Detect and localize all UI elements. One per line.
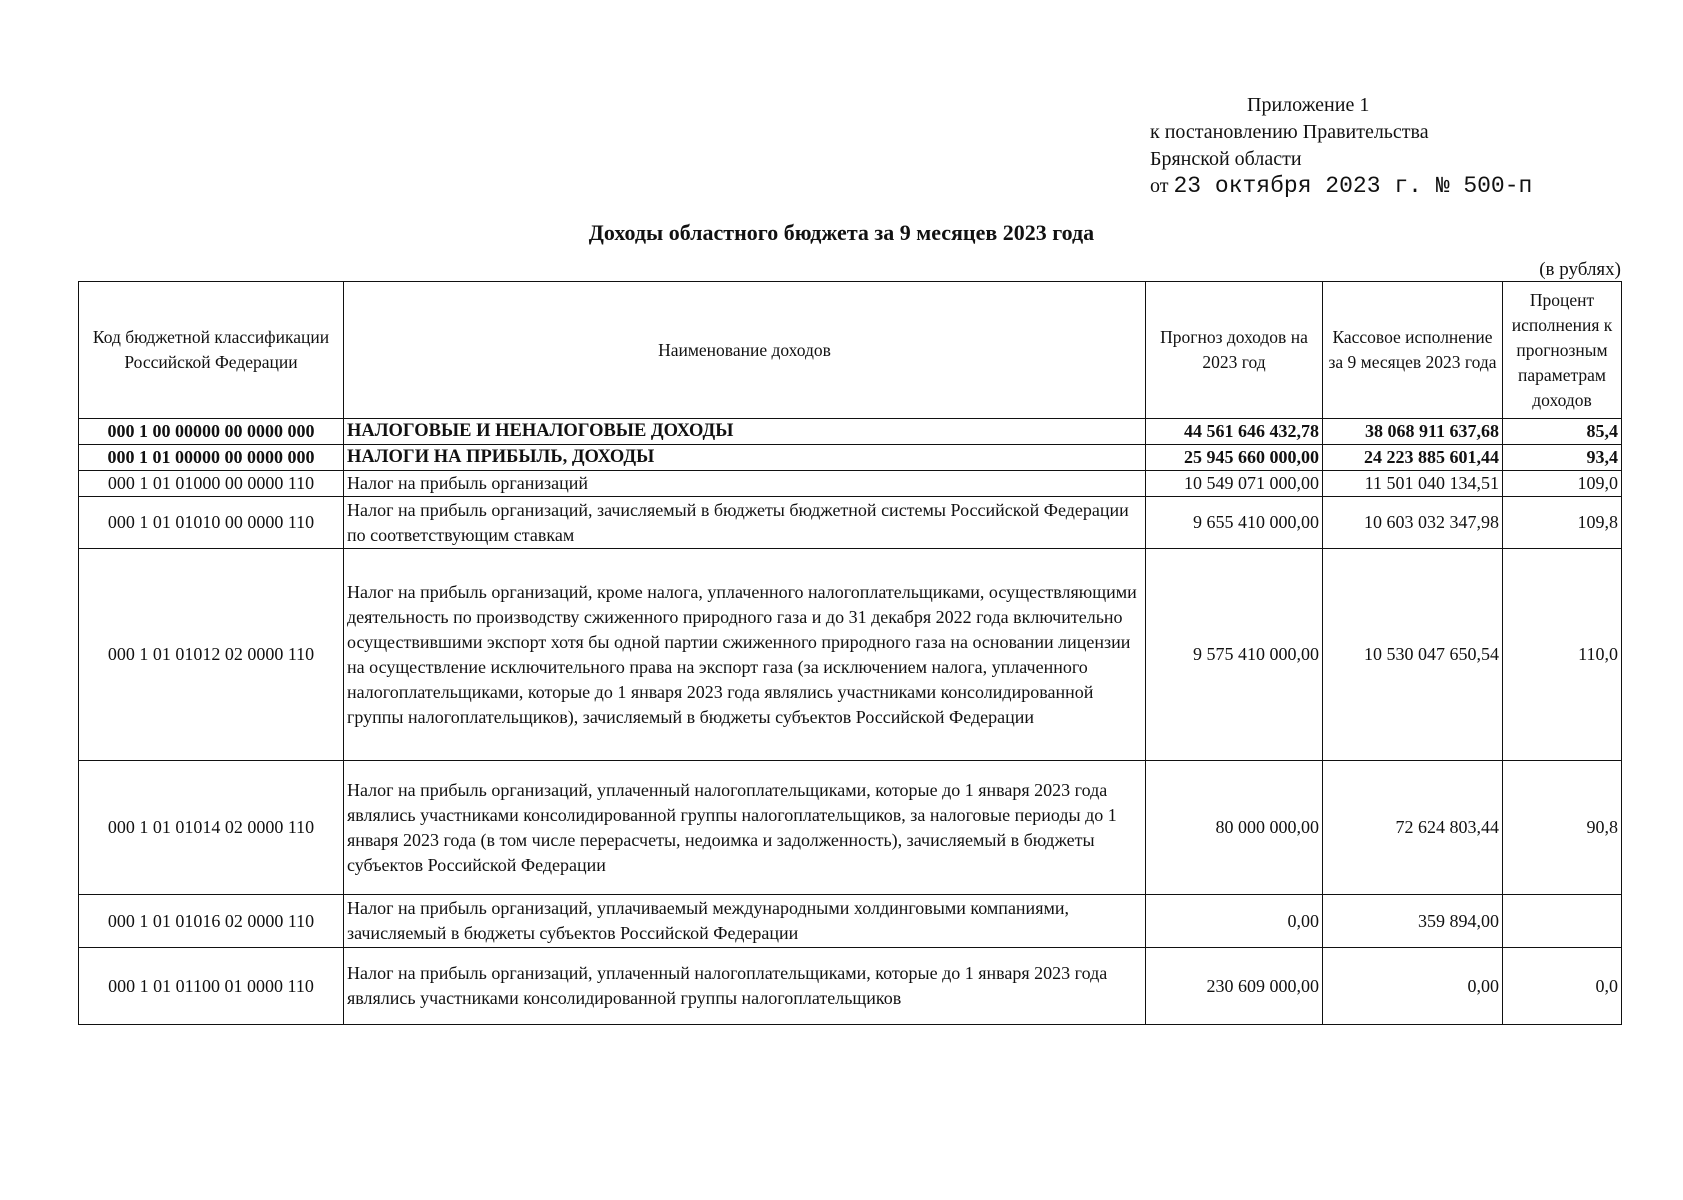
row-name: Налог на прибыль организаций, кроме налога, уплаченного налогоплательщиками, осуществляющими деятельность по производству сжиженного природного газа и до 31 декабря 2022 года включительно осуществившими экспорт хотя бы одной партии сжиженного природного газа на основании лицензии на осуществление исключительного права на экспорт газа (за исключением налога, уплаченного налогоплательщиками, которые до 1 января 2023 года являлись участниками консолидированной группы налогоплательщиков), зачисляемый в бюджеты субъектов Российской Федерации [344, 549, 1146, 761]
row-forecast: 230 609 000,00 [1146, 948, 1323, 1025]
row-percent: 110,0 [1503, 549, 1622, 761]
table-row [79, 497, 1622, 549]
table-row [79, 471, 1622, 497]
table-row [79, 948, 1622, 1025]
row-actual: 38 068 911 637,68 [1323, 419, 1503, 445]
row-actual: 10 603 032 347,98 [1323, 497, 1503, 549]
row-actual: 24 223 885 601,44 [1323, 445, 1503, 471]
row-percent: 109,8 [1503, 497, 1622, 549]
row-percent [1503, 895, 1622, 948]
row-code: 000 1 01 01012 02 0000 110 [79, 549, 344, 761]
row-actual: 0,00 [1323, 948, 1503, 1025]
row-code: 000 1 01 01014 02 0000 110 [79, 761, 344, 895]
row-name: Налог на прибыль организаций, зачисляемый в бюджеты бюджетной системы Российской Федерации по соответствующим ставкам [344, 497, 1146, 549]
row-actual: 10 530 047 650,54 [1323, 549, 1503, 761]
column-header-actual: Кассовое исполнение за 9 месяцев 2023 года [1323, 282, 1503, 419]
page-title: Доходы областного бюджета за 9 месяцев 2023 года [588, 220, 1095, 245]
row-actual: 359 894,00 [1323, 895, 1503, 948]
row-forecast: 25 945 660 000,00 [1146, 445, 1323, 471]
row-code: 000 1 01 00000 00 0000 000 [79, 445, 344, 471]
row-actual: 72 624 803,44 [1323, 761, 1503, 895]
column-header-forecast: Прогноз доходов на 2023 год [1146, 282, 1323, 419]
row-name: Налог на прибыль организаций, уплачиваемый международными холдинговыми компаниями, зачисляемый в бюджеты субъектов Российской Федерации [344, 895, 1146, 948]
appendix-number: Приложение 1 [1247, 94, 1370, 116]
table-row [79, 549, 1622, 761]
revenue-table [78, 281, 1622, 1025]
appendix-region-line: Брянской области [1150, 148, 1302, 170]
row-code: 000 1 01 01010 00 0000 110 [79, 497, 344, 549]
row-forecast: 80 000 000,00 [1146, 761, 1323, 895]
date-and-number: 23 октября 2023 г. № 500-п [1173, 173, 1533, 199]
table-row [79, 445, 1622, 471]
appendix-date-line [1150, 173, 1532, 200]
row-percent: 85,4 [1503, 419, 1622, 445]
row-name: Налог на прибыль организаций, уплаченный налогоплательщиками, которые до 1 января 2023 года являлись участниками консолидированной группы налогоплательщиков, за налоговые периоды до 1 января 2023 года (в том числе перерасчеты, недоимка и задолженность), зачисляемый в бюджеты субъектов Российской Федерации [344, 761, 1146, 895]
row-name: НАЛОГИ НА ПРИБЫЛЬ, ДОХОДЫ [344, 445, 1146, 471]
row-forecast: 9 575 410 000,00 [1146, 549, 1323, 761]
table-row [79, 761, 1622, 895]
row-name: Налог на прибыль организаций, уплаченный налогоплательщиками, которые до 1 января 2023 года являлись участниками консолидированной группы налогоплательщиков [344, 948, 1146, 1025]
row-code: 000 1 00 00000 00 0000 000 [79, 419, 344, 445]
column-header-name: Наименование доходов [344, 282, 1146, 419]
row-code: 000 1 01 01000 00 0000 110 [79, 471, 344, 497]
date-prefix: от [1150, 175, 1169, 197]
column-header-percent: Процент исполнения к прогнозным параметрам доходов [1503, 282, 1622, 419]
units-note: (в рублях) [1539, 259, 1621, 280]
column-header-code: Код бюджетной классификации Российской Федерации [79, 282, 344, 419]
row-code: 000 1 01 01100 01 0000 110 [79, 948, 344, 1025]
row-name: НАЛОГОВЫЕ И НЕНАЛОГОВЫЕ ДОХОДЫ [344, 419, 1146, 445]
row-forecast: 9 655 410 000,00 [1146, 497, 1323, 549]
row-percent: 109,0 [1503, 471, 1622, 497]
appendix-header [1150, 92, 1532, 200]
row-name: Налог на прибыль организаций [344, 471, 1146, 497]
row-percent: 93,4 [1503, 445, 1622, 471]
table-header-row [79, 282, 1622, 419]
table-row [79, 419, 1622, 445]
row-forecast: 44 561 646 432,78 [1146, 419, 1323, 445]
row-forecast: 10 549 071 000,00 [1146, 471, 1323, 497]
table-row [79, 895, 1622, 948]
row-code: 000 1 01 01016 02 0000 110 [79, 895, 344, 948]
row-actual: 11 501 040 134,51 [1323, 471, 1503, 497]
row-forecast: 0,00 [1146, 895, 1323, 948]
appendix-resolution-line: к постановлению Правительства [1150, 121, 1429, 143]
row-percent: 90,8 [1503, 761, 1622, 895]
row-percent: 0,0 [1503, 948, 1622, 1025]
